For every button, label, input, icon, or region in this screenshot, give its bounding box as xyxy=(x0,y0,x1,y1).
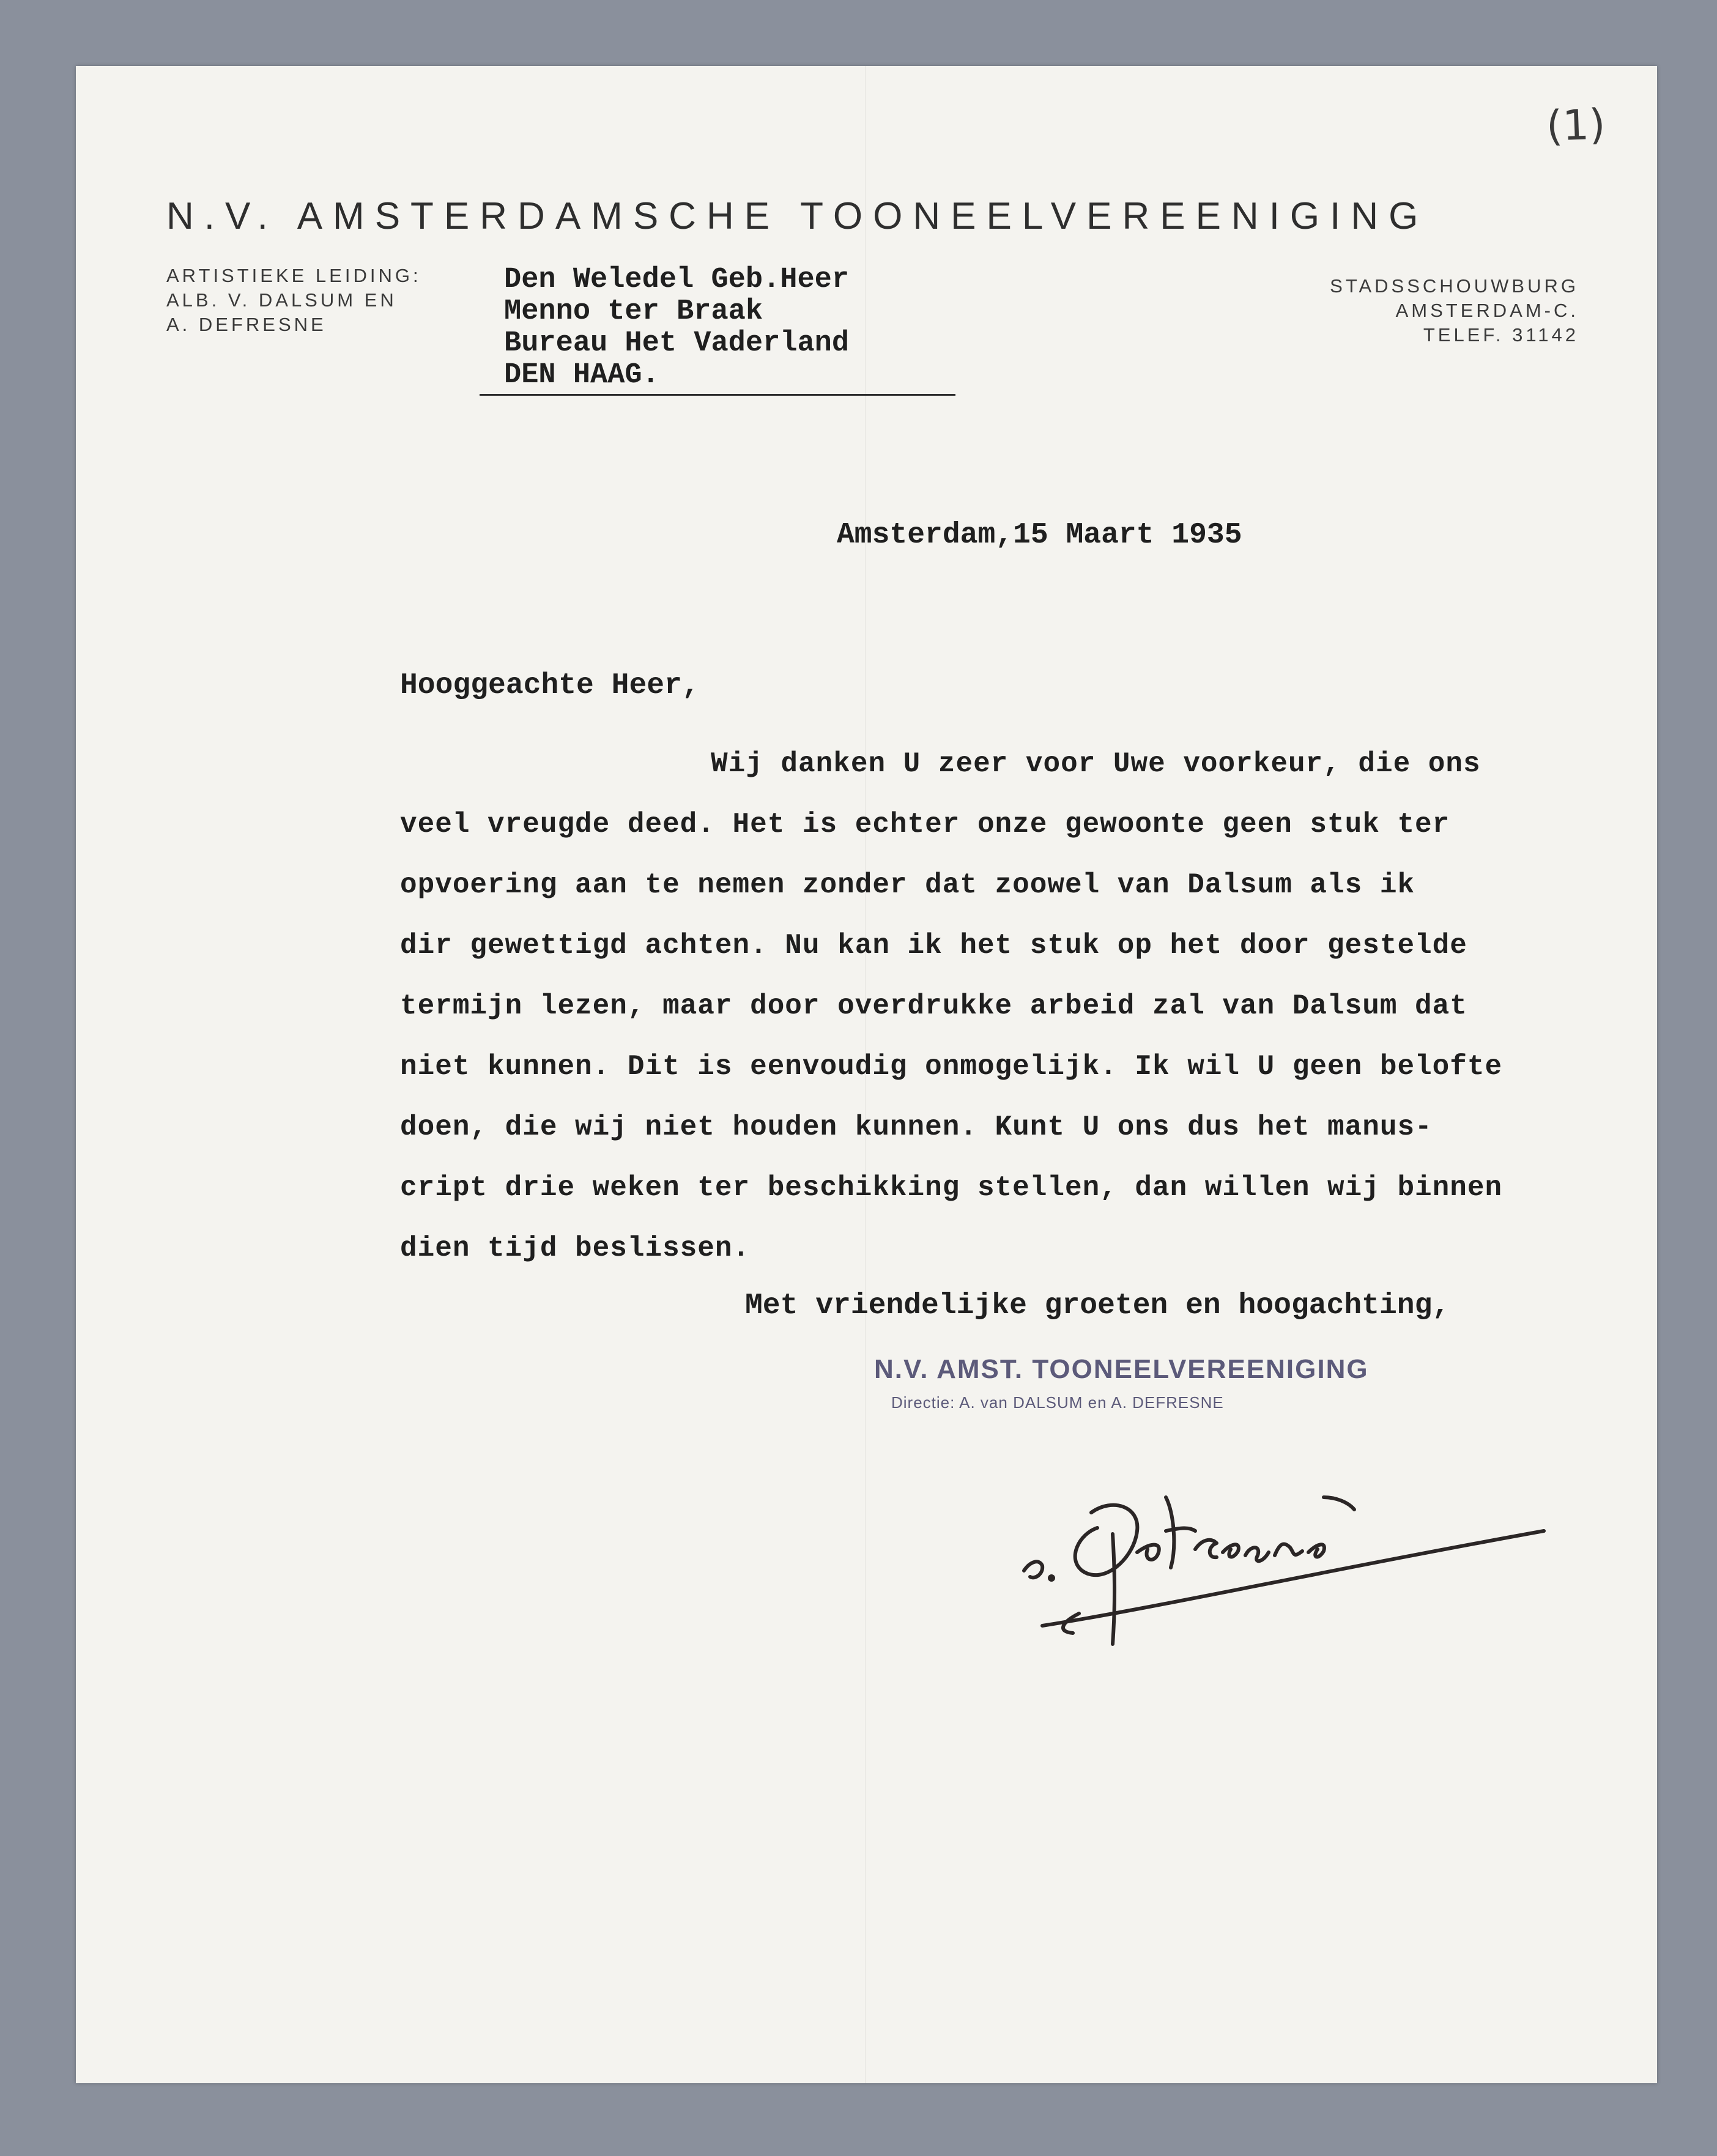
venue-line: STADSSCHOUWBURG xyxy=(1330,275,1579,297)
body-line: dien tijd beslissen. xyxy=(400,1232,751,1264)
dateline: Amsterdam,15 Maart 1935 xyxy=(837,519,1242,552)
body-line: niet kunnen. Dit is eenvoudig onmogelijk. Ik wil U geen belofte xyxy=(400,1051,1503,1083)
handwritten-signature xyxy=(1006,1406,1568,1662)
body-line: veel vreugde deed. Het is echter onze gewoonte geen stuk ter xyxy=(400,809,1450,840)
closing-line: Met vriendelijke groeten en hoogachting, xyxy=(745,1289,1450,1322)
leiding-line: A. DEFRESNE xyxy=(166,314,327,335)
body-line: cript drie weken ter beschikking stellen, dan willen wij binnen xyxy=(400,1172,1503,1204)
body-line: Wij danken U zeer voor Uwe voorkeur, die ons xyxy=(711,748,1481,780)
artistic-direction-block xyxy=(166,264,421,337)
letter-body xyxy=(400,734,1502,1279)
addressee-line: Menno ter Braak xyxy=(504,295,763,328)
addressee-line: Den Weledel Geb.Heer xyxy=(504,264,850,296)
address-underline xyxy=(480,394,955,396)
stamp-line: N.V. AMST. TOONEELVEREENIGING xyxy=(874,1354,1369,1384)
company-stamp xyxy=(874,1354,1369,1412)
archive-number: (1) xyxy=(1545,100,1606,151)
body-line: termijn lezen, maar door overdrukke arbeid zal van Dalsum dat xyxy=(400,990,1467,1022)
leiding-line: ARTISTIEKE LEIDING: xyxy=(166,265,421,286)
body-line: doen, die wij niet houden kunnen. Kunt U ons dus het manus- xyxy=(400,1111,1433,1143)
salutation: Hooggeachte Heer, xyxy=(400,669,700,702)
stamp-line: Directie: A. van DALSUM en A. DEFRESNE xyxy=(891,1393,1224,1412)
letter-page xyxy=(76,66,1657,2083)
addressee-block xyxy=(504,264,849,391)
addressee-line: Bureau Het Vaderland xyxy=(504,327,850,360)
venue-line: TELEF. 31142 xyxy=(1423,324,1579,346)
addressee-line: DEN HAAG. xyxy=(504,359,659,391)
letterhead-title: N.V. AMSTERDAMSCHE TOONEELVEREENIGING xyxy=(166,195,1429,237)
body-line: dir gewettigd achten. Nu kan ik het stuk op het door gestelde xyxy=(400,930,1467,961)
venue-line: AMSTERDAM-C. xyxy=(1395,300,1579,321)
leiding-line: ALB. V. DALSUM EN xyxy=(166,289,397,311)
venue-block xyxy=(1330,274,1579,347)
body-line: opvoering aan te nemen zonder dat zoowel van Dalsum als ik xyxy=(400,869,1415,901)
